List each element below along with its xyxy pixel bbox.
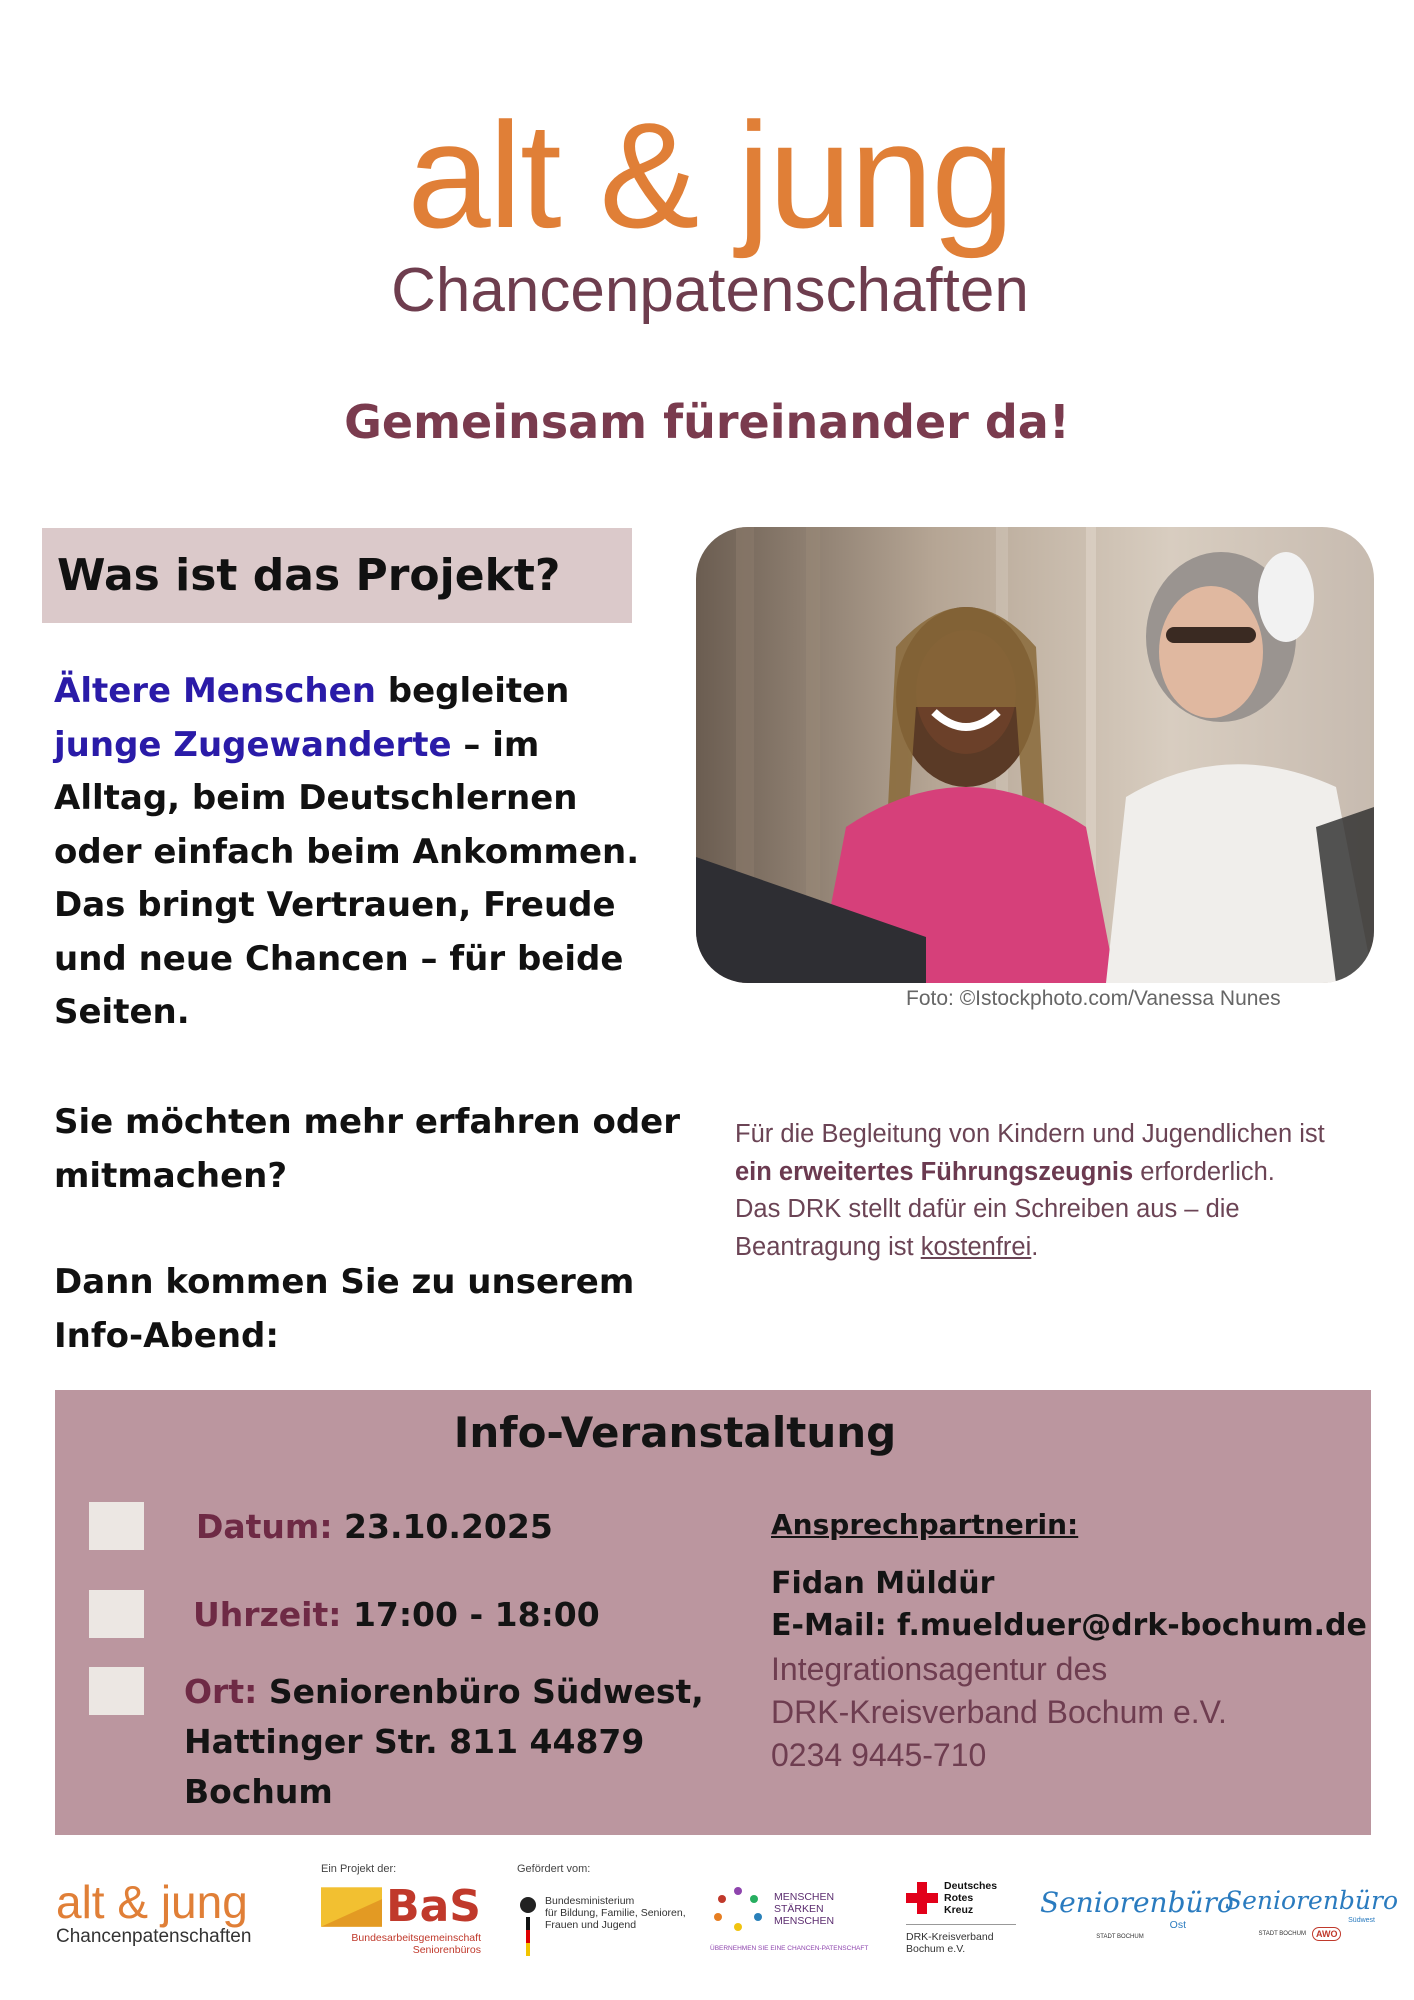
photo-credit: Foto: ©Istockphoto.com/Vanessa Nunes [906, 987, 1281, 1010]
time-checkbox-icon [89, 1590, 144, 1638]
contact-org-line-1: Integrationsagentur des [771, 1651, 1108, 1687]
red-cross-icon [906, 1882, 938, 1914]
section-heading: Was ist das Projekt? [57, 550, 561, 601]
footer-altjung-title: alt & jung [56, 1876, 248, 1928]
msm-tagline: ÜBERNEHMEN SIE EINE CHANCEN-PATENSCHAFT [710, 1945, 869, 1952]
slogan: Gemeinsam füreinander da! [344, 395, 1070, 449]
note-text: Das DRK stellt dafür ein Schreiben aus – die Beantragung ist [735, 1195, 1240, 1261]
footer-logo-alt-jung [56, 1878, 251, 1948]
date-checkbox-icon [89, 1502, 144, 1550]
bas-caption: Ein Projekt der: [321, 1863, 397, 1875]
photo-two-women [696, 527, 1374, 983]
contact-org-line-2: DRK-Kreisverband Bochum e.V. [771, 1694, 1227, 1730]
intro-text-part: – im Alltag, beim Deutschlernen oder einfach beim Ankommen. Das bringt Vertrauen, Freude und neue Chancen – für beide Seiten. [54, 724, 640, 1032]
msm-line-2: STÄRKEN [774, 1903, 824, 1915]
bmfsfj-line-2: für Bildung, Familie, Senioren, [545, 1907, 686, 1919]
time-label: Uhrzeit: [193, 1595, 342, 1634]
date-value: 23.10.2025 [344, 1507, 553, 1546]
footer-logo-bas [321, 1863, 481, 1956]
date-label: Datum: [196, 1507, 333, 1546]
place-line-1: Seniorenbüro Südwest, [268, 1672, 704, 1711]
bas-sun-icon [321, 1887, 382, 1927]
bas-name: BaS [386, 1881, 481, 1932]
photo-illustration [696, 527, 1374, 983]
note-free-link: kostenfrei [920, 1232, 1032, 1261]
people-circle-icon [710, 1885, 766, 1933]
logo-subtitle: Chancenpatenschaften [391, 256, 1029, 325]
msm-line-1: MENSCHEN [774, 1891, 835, 1903]
note-text: Für die Begleitung von Kindern und Jugendlichen ist [735, 1120, 1325, 1148]
note-text: erforderlich. [1133, 1157, 1275, 1186]
place-label: Ort: [184, 1672, 258, 1711]
intro-highlight-older: Ältere Menschen [54, 671, 376, 711]
contact-email[interactable]: E-Mail: f.muelduer@drk-bochum.de [771, 1608, 1367, 1643]
event-time [193, 1590, 600, 1640]
drk-line-2: Rotes [944, 1892, 974, 1904]
footer-logo-seniorenbuero-suedwest [1225, 1886, 1399, 1941]
contact-name: Fidan Müldür [771, 1566, 995, 1601]
footer-logo-bmfsfj [517, 1863, 687, 1957]
bas-line-1: Bundesarbeitsgemeinschaft [351, 1932, 481, 1944]
bmfsfj-caption: Gefördert vom: [517, 1863, 591, 1875]
seni-sw-sub: Südwest [1348, 1917, 1375, 1924]
intro-highlight-young: junge Zugewanderte [54, 724, 452, 765]
awo-logo: AWO [1312, 1927, 1342, 1941]
footer-logo-menschen-staerken-menschen [710, 1885, 870, 1955]
drk-line-3: Kreuz [944, 1904, 974, 1916]
logo-title: alt & jung [407, 91, 1013, 259]
contact-heading: Ansprechpartnerin: [771, 1508, 1079, 1541]
bmfsfj-line-3: Frauen und Jugend [545, 1919, 637, 1931]
bas-line-2: Seniorenbüros [412, 1944, 481, 1956]
place-line-3: Bochum [184, 1772, 333, 1811]
note-bold: ein erweitertes Führungszeugnis [735, 1157, 1134, 1186]
seni-ost-stadt: STADT BOCHUM [1096, 1934, 1144, 1940]
drk-sub-2: Bochum e.V. [906, 1943, 966, 1955]
place-line-2: Hattinger Str. 811 44879 [184, 1722, 645, 1761]
requirement-note [735, 1116, 1355, 1266]
event-place [184, 1667, 704, 1817]
intro-text-part: begleiten [375, 671, 570, 711]
drk-line-1: Deutsches [944, 1880, 998, 1892]
intro-text [54, 665, 654, 1040]
contact-phone: 0234 9445-710 [771, 1737, 987, 1773]
seni-sw-name: Seniorenbüro [1225, 1886, 1399, 1915]
time-value: 17:00 - 18:00 [352, 1595, 600, 1634]
bmfsfj-line-1: Bundesministerium [545, 1895, 635, 1907]
section-heading-box [42, 528, 632, 623]
seni-ost-name: Seniorenbüro [1040, 1886, 1234, 1919]
header-logo [380, 91, 1040, 326]
seni-ost-sub: Ost [1169, 1919, 1186, 1931]
place-checkbox-icon [89, 1667, 144, 1715]
note-text: . [1031, 1232, 1039, 1261]
msm-line-3: MENSCHEN [774, 1915, 835, 1927]
federal-eagle-icon [517, 1895, 539, 1957]
event-date [196, 1502, 553, 1552]
seni-sw-stadt: STADT BOCHUM [1258, 1931, 1306, 1937]
info-evening-invitation: Dann kommen Sie zu unserem Info-Abend: [54, 1262, 635, 1356]
footer-altjung-subtitle: Chancenpatenschaften [56, 1926, 252, 1947]
info-event-title: Info-Veranstaltung [453, 1408, 897, 1457]
footer-logo-seniorenbuero-ost [1040, 1886, 1234, 1943]
drk-sub-1: DRK-Kreisverband [906, 1931, 994, 1943]
more-info-question: Sie möchten mehr erfahren oder mitmachen? [54, 1102, 680, 1196]
footer-logo-drk [906, 1880, 1016, 1955]
